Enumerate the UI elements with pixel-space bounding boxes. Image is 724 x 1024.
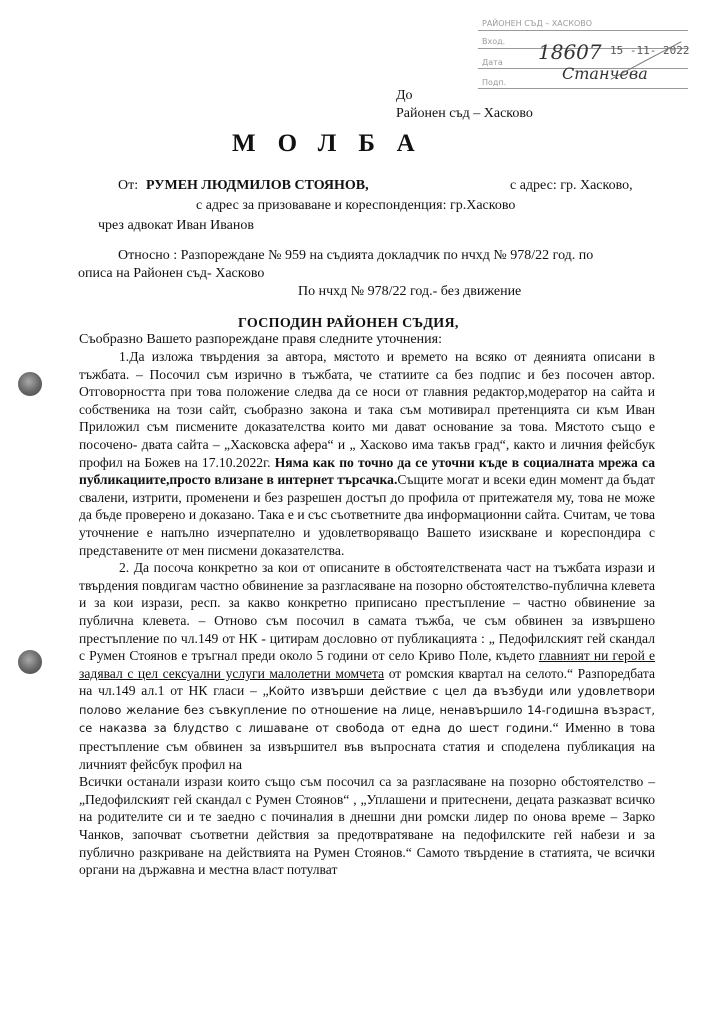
registry-stamp [478,18,698,102]
document-title: МОЛБА [232,130,437,157]
stamp-sign-label: Подп. [482,78,507,87]
punch-hole [18,372,42,396]
stamp-date: 15 -11- 2022 [610,44,690,57]
stamp-date-label: Дата [482,58,503,67]
regarding-line-2: описа на Районен съд- Хасково [78,266,265,281]
salutation: ГОСПОДИН РАЙОНЕН СЪДИЯ, [238,316,459,331]
paragraph-1-text-end: Същите могат и всеки един момент да бъдат свалени, изтрити, променени и без разрешен достъп до профила от притежателя му, това не може да бъде проверено и доказано. Така е и със съответните два информационни сайта. Считам, че това уточнение е напълно изчерпателно и удовлетворяващо Вашето изискване и кореспондира с представените от мен писмени доказателства. [79,472,655,558]
paragraph-2-text: 2. Да посоча конкретно за кои от описаните в обстоятелствената част на тъжбата изрази и твърдения повдигам частно обвинение за разгласяване на позорно обстоятелство-публична клевета и за кои изрази, респ. за какво конкретно приписано престъпление – частно обвинение за публична клевета. – Отново съм посочил в самата тъжба, че съм обвинен за извършено престъпление по чл.149 от НК - цитирам дословно от публикацията : „ Педофилският гей скандал с Румен Стоянов е тръгнал преди около 5 години от село Криво Поле, където [79,560,655,664]
paragraph-2 [79,559,655,773]
sender-attorney: чрез адвокат Иван Иванов [98,218,254,233]
stamp-number: 18607 [538,40,602,64]
sender-address: с адрес: гр. Хасково, [510,178,633,193]
paragraph-1 [79,348,655,559]
paragraph-3: Всички останали изрази които също съм посочил са за разгласяване на позорно обстоятелство – „Педофилският гей скандал с Румен Стоянов“ , „Уплашени и притеснени, децата разказват всичко на родителите си и те заедно с починалия в днешни дни ромски лидер по онова време – Зарко Чанков, започват съответни действия за предотвратяване на педофилските гей набези и за публично разкриване на действията на Румен Стоянов.“ Самото твърдение в статията, че всички органи на държавна и местна власт потулват [79,774,655,878]
regarding-line-3: По нчхд № 978/22 год.- без движение [298,284,522,299]
paragraph-2-text-end: “ Именно в това престъпление съм обвинен за извършител във въпросната статия и споделена публикация на личният фейсбук профил на [79,720,656,772]
addressee-court: Районен съд – Хасково [396,106,533,121]
stamp-court-name: РАЙОНЕН СЪД – ХАСКОВО [482,19,593,28]
body-intro: Съобразно Вашето разпореждане правя следните уточнения: [79,332,442,347]
paragraph-1-text: 1.Да изложа твърдения за автора, мястото и времето на всяко от деянията описани в тъжбата. – Посочил съм изрично в тъжбата, че статиите са без подпис и без посочен автор. Отговорността при това положение следва да се носи от главния редактор,модератор на сайта и собственика на този сайт, съобразно закона и така съм мотивирал претенцията си към Иван Приложил съм писмените доказателства които ми дават основание за това. Мястото също е посочено- двата сайта – „Хасковска афера“ и „ Хасково има такъв град“, както и личния фейсбук профил на Божев на 17.10.2022г. [79,349,655,470]
sender-name: РУМЕН ЛЮДМИЛОВ СТОЯНОВ, [146,178,369,193]
paragraph-1-bold: Няма как по точно да се уточни къде в социалната мрежа са публикациите,просто влизане в интернет търсачка. [79,454,655,488]
paragraph-2-law-quote: Който извърши действие с цел да възбуди или удовлетвори полово желание без съвкупление по отношение на лице, ненавършило 14-годишна възраст, се наказва за блудство с лишаване от свобода от една до шест години. [79,684,655,736]
addressee-to: До [396,88,413,103]
regarding-line-1: Относно : Разпореждане № 959 на съдията докладчик по нчхд № 978/22 год. по [118,248,594,263]
paragraph-2-text-mid: от ромския квартал на селото.“ Разпоредбата на чл.149 ал.1 от НК гласи – „ [79,665,655,699]
document-body [79,348,655,879]
stamp-signature: Станчева [562,64,648,83]
sender-correspondence: с адрес за призоваване и кореспонденция: гр.Хасково [196,198,516,213]
stamp-rule [478,30,688,31]
paragraph-2-underlined: главният ни герой е задявал с цел сексуални услуги малолетни момчета [79,648,655,681]
stamp-entry-label: Вход. [482,37,506,46]
sender-from-label: От: [118,178,139,193]
punch-hole [18,650,42,674]
stamp-rule [478,88,688,89]
